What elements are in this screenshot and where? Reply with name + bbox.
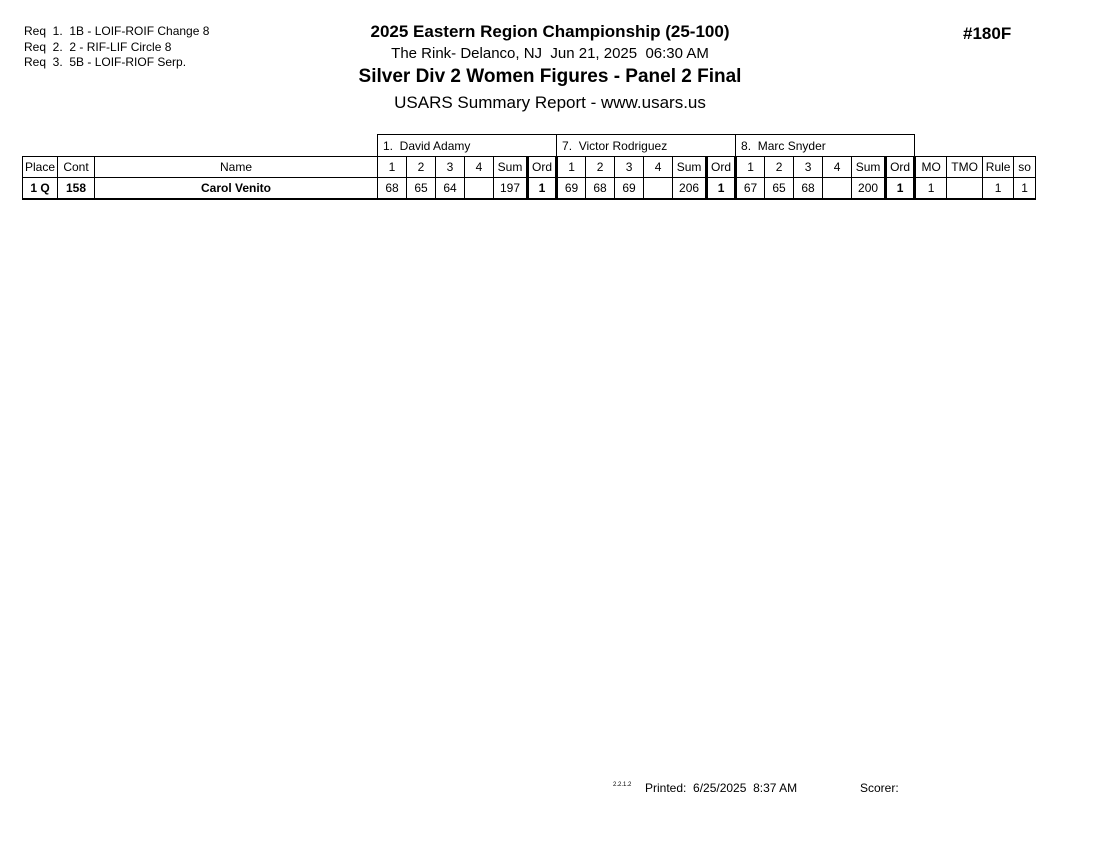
col-header-j2-score1: 1 [557,157,586,178]
j2-sum-cell: 206 [673,178,707,200]
col-header-j2-score4: 4 [644,157,673,178]
event-number: #180F [963,24,1012,43]
j1-score1-cell: 68 [378,178,407,200]
col-header-j3-score4: 4 [823,157,852,178]
judge-1-name: 1. David Adamy [378,135,557,157]
venue-datetime: The Rink- Delanco, NJ Jun 21, 2025 06:30 AM [391,45,709,62]
report-title-block [0,22,1100,113]
judges-row-right-spacer [915,135,1036,157]
report-type: USARS Summary Report - www.usars.us [394,93,706,112]
col-header-j1-ord: Ord [528,157,557,178]
col-header-j3-score3: 3 [794,157,823,178]
j2-score4-cell [644,178,673,200]
requirement-3: Req 3. 5B - LOIF-RIOF Serp. [24,55,187,69]
scorer-label: Scorer: [860,781,899,795]
j2-ordinal-cell: 1 [707,178,736,200]
j1-score4-cell [465,178,494,200]
col-header-j3-score1: 1 [736,157,765,178]
col-header-cont: Cont [58,157,95,178]
j3-score2-cell: 65 [765,178,794,200]
j3-score4-cell [823,178,852,200]
col-header-name: Name [95,157,378,178]
col-header-j3-ord: Ord [886,157,915,178]
col-header-j1-score4: 4 [465,157,494,178]
j3-score3-cell: 68 [794,178,823,200]
j3-sum-cell: 200 [852,178,886,200]
j2-score1-cell: 69 [557,178,586,200]
col-header-mo: MO [915,157,947,178]
contestant-number-cell: 158 [58,178,95,200]
place-cell: 1 Q [23,178,58,200]
col-header-j2-score2: 2 [586,157,615,178]
col-header-place: Place [23,157,58,178]
col-header-tmo: TMO [947,157,983,178]
mo-cell: 1 [915,178,947,200]
judge-3-name: 8. Marc Snyder [736,135,915,157]
col-header-j1-score2: 2 [407,157,436,178]
j2-score3-cell: 69 [615,178,644,200]
col-header-rule: Rule [983,157,1014,178]
j1-score2-cell: 65 [407,178,436,200]
col-header-j2-ord: Ord [707,157,736,178]
judge-2-name: 7. Victor Rodriguez [557,135,736,157]
j1-score3-cell: 64 [436,178,465,200]
results-table [22,134,1036,200]
col-header-so: so [1014,157,1036,178]
j2-score2-cell: 68 [586,178,615,200]
column-header-row [23,157,1036,178]
requirement-1: Req 1. 1B - LOIF-ROIF Change 8 [24,24,210,38]
col-header-j1-score1: 1 [378,157,407,178]
j3-ordinal-cell: 1 [886,178,915,200]
requirement-2: Req 2. 2 - RIF-LIF Circle 8 [24,39,172,54]
tmo-cell [947,178,983,200]
col-header-j3-score2: 2 [765,157,794,178]
col-header-j3-sum: Sum [852,157,886,178]
event-title: 2025 Eastern Region Championship (25-100) [370,22,730,41]
col-header-j2-score3: 3 [615,157,644,178]
printed-timestamp: Printed: 6/25/2025 8:37 AM [645,781,798,795]
judges-row-left-spacer [23,135,378,157]
j1-ordinal-cell: 1 [528,178,557,200]
so-cell: 1 [1014,178,1036,200]
j3-score1-cell: 67 [736,178,765,200]
rule-cell: 1 [983,178,1014,200]
judges-header-row [23,135,1036,157]
j1-sum-cell: 197 [494,178,528,200]
division-title: Silver Div 2 Women Figures - Panel 2 Final [358,66,742,87]
result-row [23,178,1036,200]
col-header-j1-sum: Sum [494,157,528,178]
col-header-j2-sum: Sum [673,157,707,178]
skater-name-cell: Carol Venito [95,178,378,200]
col-header-j1-score3: 3 [436,157,465,178]
software-version: 2.2.1.2 [613,782,632,788]
